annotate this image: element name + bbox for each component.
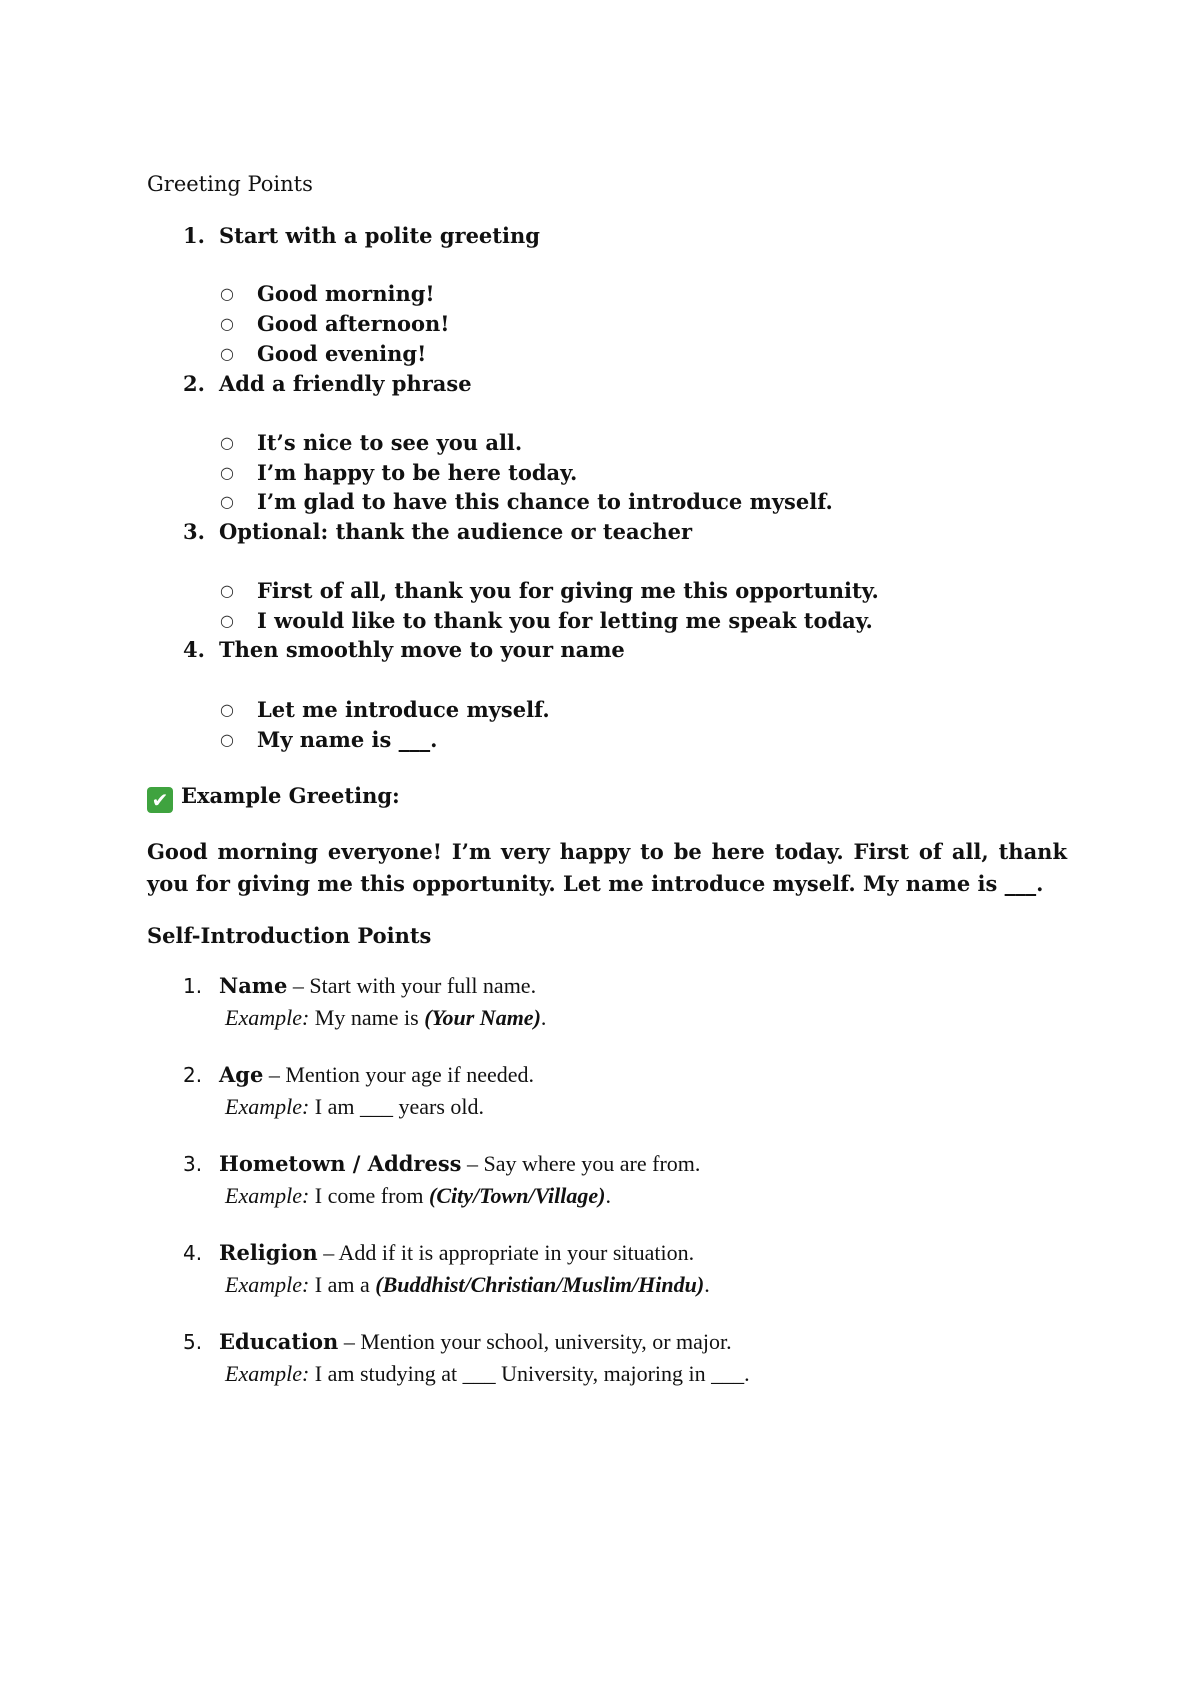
item-number: 1.	[183, 974, 203, 998]
item-number: 4.	[183, 1241, 203, 1265]
intro-item-2	[183, 1059, 534, 1123]
intro-desc: – Mention your school, university, or major.	[338, 1329, 732, 1354]
intro-term: Name	[219, 973, 288, 998]
circle-bullet-icon: ○	[220, 344, 234, 363]
item-number: 2.	[183, 1063, 203, 1087]
circle-bullet-icon: ○	[220, 700, 234, 719]
item-number: 2.	[183, 371, 205, 396]
circle-bullet-icon: ○	[220, 730, 234, 749]
circle-bullet-icon: ○	[220, 463, 234, 482]
circle-bullet-icon: ○	[220, 611, 234, 630]
intro-example: Example: I am studying at ___ University, majoring in ___.	[225, 1361, 750, 1386]
circle-bullet-icon: ○	[220, 314, 234, 333]
item-number: 3.	[183, 1152, 203, 1176]
circle-bullet-icon: ○	[220, 433, 234, 452]
greeting-bullet: ○ Good morning!	[220, 281, 435, 306]
greeting-bullet: ○ Good afternoon!	[220, 311, 450, 336]
intro-title: Self-Introduction Points	[147, 923, 432, 948]
greeting-bullet: ○ Let me introduce myself.	[220, 697, 550, 722]
example-heading: ✔ Example Greeting:	[147, 782, 400, 813]
item-number: 3.	[183, 519, 205, 544]
intro-example: Example: I am a (Buddhist/Christian/Muslim/Hindu).	[225, 1272, 710, 1297]
check-mark-icon: ✔	[147, 787, 173, 813]
item-number: 4.	[183, 637, 205, 662]
greeting-bullet: ○ I’m happy to be here today.	[220, 460, 578, 485]
greeting-bullet: ○ First of all, thank you for giving me this opportunity.	[220, 578, 879, 603]
greeting-item-4	[183, 636, 625, 664]
item-label: Optional: thank the audience or teacher	[219, 519, 693, 544]
intro-term: Education	[219, 1329, 339, 1354]
greeting-bullet: ○ It’s nice to see you all.	[220, 430, 523, 455]
greeting-bullet: ○ I’m glad to have this chance to introduce myself.	[220, 489, 833, 514]
greeting-item-2	[183, 370, 472, 398]
item-label: Add a friendly phrase	[219, 371, 472, 396]
greeting-item-1	[183, 222, 540, 250]
greeting-bullet: ○ I would like to thank you for letting me speak today.	[220, 608, 873, 633]
intro-item-3	[183, 1148, 700, 1212]
example-paragraph: Good morning everyone! I’m very happy to be here today. First of all, thank you for giving me this opportunity. Let me introduce myself. My name is ___.	[147, 839, 1067, 896]
intro-desc: – Start with your full name.	[287, 973, 537, 998]
intro-desc: – Say where you are from.	[461, 1151, 701, 1176]
intro-term: Hometown / Address	[219, 1151, 462, 1176]
intro-item-5	[183, 1326, 750, 1390]
intro-item-4	[183, 1237, 710, 1301]
item-number: 1.	[183, 223, 205, 248]
circle-bullet-icon: ○	[220, 581, 234, 600]
intro-term: Religion	[219, 1240, 318, 1265]
item-label: Start with a polite greeting	[219, 223, 540, 248]
greeting-item-3	[183, 518, 692, 546]
intro-example: Example: I come from (City/Town/Village).	[225, 1183, 611, 1208]
circle-bullet-icon: ○	[220, 284, 234, 303]
intro-desc: – Mention your age if needed.	[263, 1062, 534, 1087]
intro-item-1	[183, 970, 546, 1034]
intro-example: Example: My name is (Your Name).	[225, 1005, 547, 1030]
greeting-title: Greeting Points	[147, 172, 313, 196]
intro-term: Age	[219, 1062, 264, 1087]
intro-desc: – Add if it is appropriate in your situation.	[317, 1240, 695, 1265]
greeting-bullet: ○ Good evening!	[220, 341, 427, 366]
item-number: 5.	[183, 1330, 203, 1354]
item-label: Then smoothly move to your name	[219, 637, 625, 662]
intro-example: Example: I am ___ years old.	[225, 1094, 485, 1119]
circle-bullet-icon: ○	[220, 492, 234, 511]
greeting-bullet: ○ My name is ___.	[220, 727, 438, 752]
